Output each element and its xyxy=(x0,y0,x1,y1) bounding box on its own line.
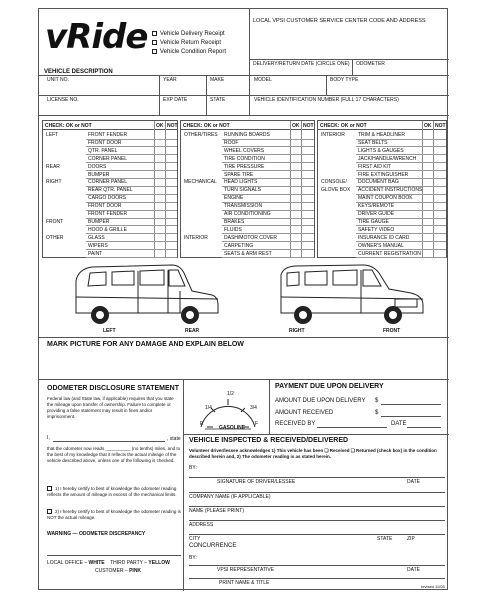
checklist-row[interactable] xyxy=(43,218,177,226)
checklist-row[interactable] xyxy=(318,171,446,179)
checklist-row[interactable] xyxy=(181,163,314,171)
checklist-item-label: WIPERS xyxy=(88,242,108,249)
checklist-row[interactable] xyxy=(318,163,446,171)
checklist-item-label: CARPETING xyxy=(224,242,254,249)
damage-section-title: MARK PICTURE FOR ANY DAMAGE AND EXPLAIN BELOW xyxy=(47,341,244,348)
revision-label: revised 11/05 xyxy=(421,584,445,589)
year-label: YEAR xyxy=(163,77,177,83)
checkbox-icon[interactable] xyxy=(152,40,157,45)
checklist-row[interactable] xyxy=(181,250,314,258)
payment-title: PAYMENT DUE UPON DELIVERY xyxy=(275,383,384,390)
checklist-item-label: FRONT DOOR xyxy=(88,203,122,210)
checklist-item-label: KEYS/REMOTE xyxy=(358,203,395,210)
checklist-item-label: ENGINE xyxy=(224,195,244,202)
checklist-item-label: CARGO DOORS xyxy=(88,195,127,202)
checklist-item-label: TIRE CONDITION xyxy=(224,155,265,162)
checkbox-icon[interactable] xyxy=(152,49,157,54)
checklist-category: OTHER/TIRES xyxy=(184,132,218,138)
concurrence-label: CONCURRENCE xyxy=(189,543,237,549)
city-label: CITY xyxy=(189,536,201,542)
receipt-option-return[interactable]: Vehicle Return Receipt xyxy=(152,40,221,46)
checklist-row[interactable] xyxy=(43,242,177,250)
unit-no-label: UNIT NO. xyxy=(47,77,69,83)
checklist-item-label: SPARE TIRE xyxy=(224,171,254,178)
ok-column-label: OK xyxy=(424,123,432,129)
checklist-item-label: TRANSMISSION xyxy=(224,203,263,210)
checklist-header: CHECK: OK or NOT xyxy=(181,121,314,130)
receipt-option-delivery[interactable]: Vehicle Delivery Receipt xyxy=(152,31,225,37)
checklist-item-label: FRONT DOOR xyxy=(88,139,122,146)
odometer-disclosure-title: ODOMETER DISCLOSURE STATEMENT xyxy=(47,385,179,392)
not-column-label: NOT xyxy=(435,123,446,129)
amount-due-label: AMOUNT DUE UPON DELIVERY xyxy=(275,398,366,404)
make-label: MAKE xyxy=(210,77,225,83)
checklist-row[interactable] xyxy=(318,178,446,186)
view-label-front: FRONT xyxy=(383,328,401,334)
not-column-label: NOT xyxy=(167,123,178,129)
address-label: ADDRESS xyxy=(189,522,214,528)
checklist-item-label: ACCIDENT INSTRUCTIONS xyxy=(358,187,423,194)
odometer-statement: Federal law (and State law, if applicable) requires that you state the mileage upon transfer of ownership. Failure to complete or providing a false statement may result in fines and/or imprisonment. xyxy=(47,396,174,419)
checklist-item-label: FIRST AID KIT xyxy=(358,163,391,170)
odometer-state-label: , state xyxy=(167,436,181,442)
checklist-item-label: CORNER PANEL xyxy=(88,179,128,186)
checklist-category: INTERIOR xyxy=(321,132,345,138)
checklist-row[interactable] xyxy=(43,210,177,218)
checklist-row[interactable] xyxy=(181,147,314,155)
checklist-row[interactable] xyxy=(181,131,314,139)
checklist-item-label: PAINT xyxy=(88,250,103,257)
delivery-return-date-label: DELIVERY/RETURN DATE (CIRCLE ONE) xyxy=(253,61,350,67)
checklist-row[interactable] xyxy=(181,194,314,202)
checklist-category: GLOVE BOX xyxy=(321,187,351,194)
checklist-item-label: DOCUMENT BAG xyxy=(358,179,399,186)
checklist-box-1 xyxy=(42,120,178,258)
checklist-row[interactable] xyxy=(43,163,177,171)
inspected-title: VEHICLE INSPECTED & RECEIVED/DELIVERED xyxy=(189,437,349,444)
copy-distribution-line2: CUSTOMER – PINK xyxy=(95,568,142,574)
van-right-front-view xyxy=(277,261,427,329)
checklist-item-label: SAFETY VIDEO xyxy=(358,226,395,233)
ok-column-label: OK xyxy=(156,123,164,129)
view-label-right: RIGHT xyxy=(289,328,305,334)
checklist-row[interactable] xyxy=(318,234,446,242)
checklist-item-label: SEAT BELTS xyxy=(358,139,388,146)
vehicle-description-title: VEHICLE DESCRIPTION xyxy=(44,69,113,75)
checklist-row[interactable] xyxy=(181,242,314,250)
checklist-item-label: BUMPER xyxy=(88,218,110,225)
checklist-item-label: QTR. PANEL xyxy=(88,147,118,154)
checklist-row[interactable] xyxy=(318,202,446,210)
vin-label: VEHICLE IDENTIFICATION NUMBER (FULL 17 CHARACTERS) xyxy=(254,97,399,103)
company-name-label: COMPANY NAME (IF APPLICABLE) xyxy=(189,494,271,500)
checklist-row[interactable] xyxy=(181,171,314,179)
checklist-item-label: FLUIDS xyxy=(224,226,242,233)
checklist-row[interactable] xyxy=(181,210,314,218)
checklist-item-label: WHEEL COVERS xyxy=(224,147,265,154)
form-sheet xyxy=(38,8,448,590)
checklist-category: RIGHT xyxy=(46,179,62,186)
city-state-label: STATE xyxy=(377,536,393,542)
odometer-name-prefix: I, xyxy=(47,435,50,441)
signature-driver-label: SIGNATURE OF DRIVER/LESSEE xyxy=(217,479,296,485)
checklist-row[interactable] xyxy=(43,234,177,242)
checklist-row[interactable] xyxy=(181,178,314,186)
checklist-item-label: DASH/MOTOR COVER xyxy=(224,234,277,241)
checklist-row[interactable] xyxy=(43,226,177,234)
receipt-option-condition[interactable]: Vehicle Condition Report xyxy=(152,49,226,55)
checklist-item-label: FIRE EXTINGUISHER xyxy=(358,171,409,178)
checklist-row[interactable] xyxy=(43,147,177,155)
checklist-header: CHECK: OK or NOT xyxy=(318,121,446,130)
checklist-row[interactable] xyxy=(181,234,314,242)
checklist-item-label: INSURANCE ID CARD xyxy=(358,234,410,241)
inspected-by-label: BY: xyxy=(189,465,197,471)
print-name-title-label: PRINT NAME & TITLE xyxy=(219,580,270,586)
dollar-sign: $ xyxy=(375,410,379,416)
checkbox-icon[interactable] xyxy=(152,31,157,36)
checklist-row[interactable] xyxy=(181,139,314,147)
ok-column-label: OK xyxy=(292,123,300,129)
checklist-item-label: TIRE PRESSURE xyxy=(224,163,265,170)
checklist-row[interactable] xyxy=(318,131,446,139)
odometer-option-1[interactable]: 1) I hereby certify to best of knowledge the odometer reading reflects the amount of mileage in excess of the mechanical limits. xyxy=(47,486,177,497)
gauge-label-f: F xyxy=(255,421,259,427)
checklist-row[interactable] xyxy=(318,226,446,234)
dollar-sign: $ xyxy=(375,398,379,404)
checklist-item-label: DOORS xyxy=(88,163,107,170)
checklist-item-label: AIR CONDITIONING xyxy=(224,211,271,217)
checklist-row[interactable] xyxy=(318,250,446,258)
odometer-warning: WARNING — ODOMETER DISCREPANCY xyxy=(47,531,146,537)
checklist-row[interactable] xyxy=(181,155,314,163)
view-label-left: LEFT xyxy=(103,328,116,334)
checklist-item-label: CURRENT REGISTRATION xyxy=(358,250,421,257)
checklist-category: CONSOLE/ xyxy=(321,179,347,186)
checklist-row[interactable] xyxy=(318,218,446,226)
exp-date-label: EXP DATE xyxy=(163,97,188,103)
checklist-box-3 xyxy=(317,120,447,258)
checklist-row[interactable] xyxy=(43,139,177,147)
rep-date-label: DATE xyxy=(407,567,420,573)
checklist-row[interactable] xyxy=(181,202,314,210)
model-label: MODEL xyxy=(254,77,272,83)
checklist-category: MECHANICAL xyxy=(184,179,217,186)
rep-label: VPSI REPRESENTATIVE xyxy=(217,567,275,573)
checklist-row[interactable] xyxy=(318,210,446,218)
checklist-item-label: FRONT FENDER xyxy=(88,211,128,217)
concurrence-by-label: BY: xyxy=(189,555,197,561)
checklist-category: FRONT xyxy=(46,218,64,225)
gauge-label-e: E xyxy=(200,421,204,427)
service-center-label: LOCAL VPSI CUSTOMER SERVICE CENTER CODE AND ADDRESS xyxy=(253,18,426,24)
checklist-row[interactable] xyxy=(43,250,177,258)
checklist-item-label: BRAKES xyxy=(224,218,245,225)
checklist-item-label: JACK/HANDLE/WRENCH xyxy=(358,155,417,162)
payment-date-label: DATE xyxy=(391,421,407,427)
checklist-item-label: CORNER PANEL xyxy=(88,155,128,162)
gauge-label-three-quarter: 3/4 xyxy=(250,405,257,411)
license-no-label: LICENSE NO. xyxy=(47,97,79,103)
view-label-rear: REAR xyxy=(185,328,200,334)
checklist-item-label: LIGHTS & GAUGES xyxy=(358,147,404,154)
checklist-row[interactable] xyxy=(181,226,314,234)
checklist-category: REAR xyxy=(46,163,60,170)
checklist-item-label: BUMPER xyxy=(88,171,110,178)
checklist-row[interactable] xyxy=(43,186,177,194)
checklist-row[interactable] xyxy=(181,218,314,226)
gauge-label-half: 1/2 xyxy=(227,391,234,397)
checklist-item-label: OWNER'S MANUAL xyxy=(358,242,404,249)
checklist-item-label: TRIM & HEADLINER xyxy=(358,132,405,138)
amount-received-label: AMOUNT RECEIVED xyxy=(275,410,334,416)
inspected-acknowledgement: Volunteer driver/lessee acknowledges 1) This vehicle has been ❑ Received ❑ Returned (check box) in the condition described herein and, 2) The odometer reading is as stated herein. xyxy=(189,448,437,459)
checklist-row[interactable] xyxy=(318,139,446,147)
checklist-item-label: GLASS xyxy=(88,234,105,241)
checklist-row[interactable] xyxy=(43,202,177,210)
checklist-row[interactable] xyxy=(318,186,446,194)
zip-label: ZIP xyxy=(407,536,415,542)
copy-distribution-line1: LOCAL OFFICE – WHITE THIRD PARTY – YELLOW xyxy=(47,560,170,566)
checklist-row[interactable] xyxy=(43,155,177,163)
odometer-label: ODOMETER xyxy=(356,61,385,67)
received-by-label: RECEIVED BY xyxy=(275,421,316,427)
checklist-row[interactable] xyxy=(43,194,177,202)
checklist-category: LEFT xyxy=(46,132,59,138)
checklist-row[interactable] xyxy=(318,147,446,155)
checklist-item-label: ROOF xyxy=(224,139,239,146)
print-name-label: NAME (PLEASE PRINT) xyxy=(189,508,245,514)
state-label: STATE xyxy=(210,97,226,103)
checklist-box-2 xyxy=(180,120,315,258)
checklist-item-label: FRONT FENDER xyxy=(88,132,128,138)
checklist-header: CHECK: OK or NOT xyxy=(43,121,177,130)
checklist-item-label: MAINT COUPON BOOK xyxy=(358,195,413,202)
signature-date-label: DATE xyxy=(407,479,420,485)
checkbox-icon[interactable] xyxy=(47,509,52,514)
checklist-row[interactable] xyxy=(318,242,446,250)
checklist-item-label: HEAD LIGHTS xyxy=(224,179,258,186)
checklist-category: OTHER xyxy=(46,234,64,241)
gauge-label-quarter: 1/4 xyxy=(205,405,212,411)
checklist-row[interactable] xyxy=(318,194,446,202)
gauge-label-gasoline: GASOLINE xyxy=(219,425,246,431)
checklist-row[interactable] xyxy=(43,131,177,139)
odometer-reading-text: that the odometer now reads __________ (no tenths) miles, and to the best of my knowledge that it reflects the actual mileage of the vehicle described above, unless one of the following is checked. xyxy=(47,446,181,463)
checklist-item-label: HOOD & GRILLE xyxy=(88,226,127,233)
checklist-row[interactable] xyxy=(181,186,314,194)
checklist-item-label: RUNNING BOARDS xyxy=(224,132,270,138)
checklist-row[interactable] xyxy=(43,178,177,186)
checklist-row[interactable] xyxy=(318,155,446,163)
van-left-rear-view xyxy=(72,261,222,329)
checklist-item-label: DRIVER GUIDE xyxy=(358,211,395,217)
checklist-item-label: TIRE GAUGE xyxy=(358,218,389,225)
checkbox-icon[interactable] xyxy=(47,486,52,491)
checklist-item-label: SEATS & ARM REST xyxy=(224,250,272,257)
checklist-category: INTERIOR xyxy=(184,234,208,241)
body-type-label: BODY TYPE xyxy=(330,77,359,83)
vride-logo: vRide xyxy=(45,17,148,57)
odometer-option-2[interactable]: 2) I hereby certify to best of knowledge the odometer reading is NOT the actual mileage. xyxy=(47,509,181,520)
not-column-label: NOT xyxy=(303,123,314,129)
checklist-row[interactable] xyxy=(43,171,177,179)
checklist-item-label: REAR QTR. PANEL xyxy=(88,187,133,194)
checklist-item-label: TURN SIGNALS xyxy=(224,187,261,194)
